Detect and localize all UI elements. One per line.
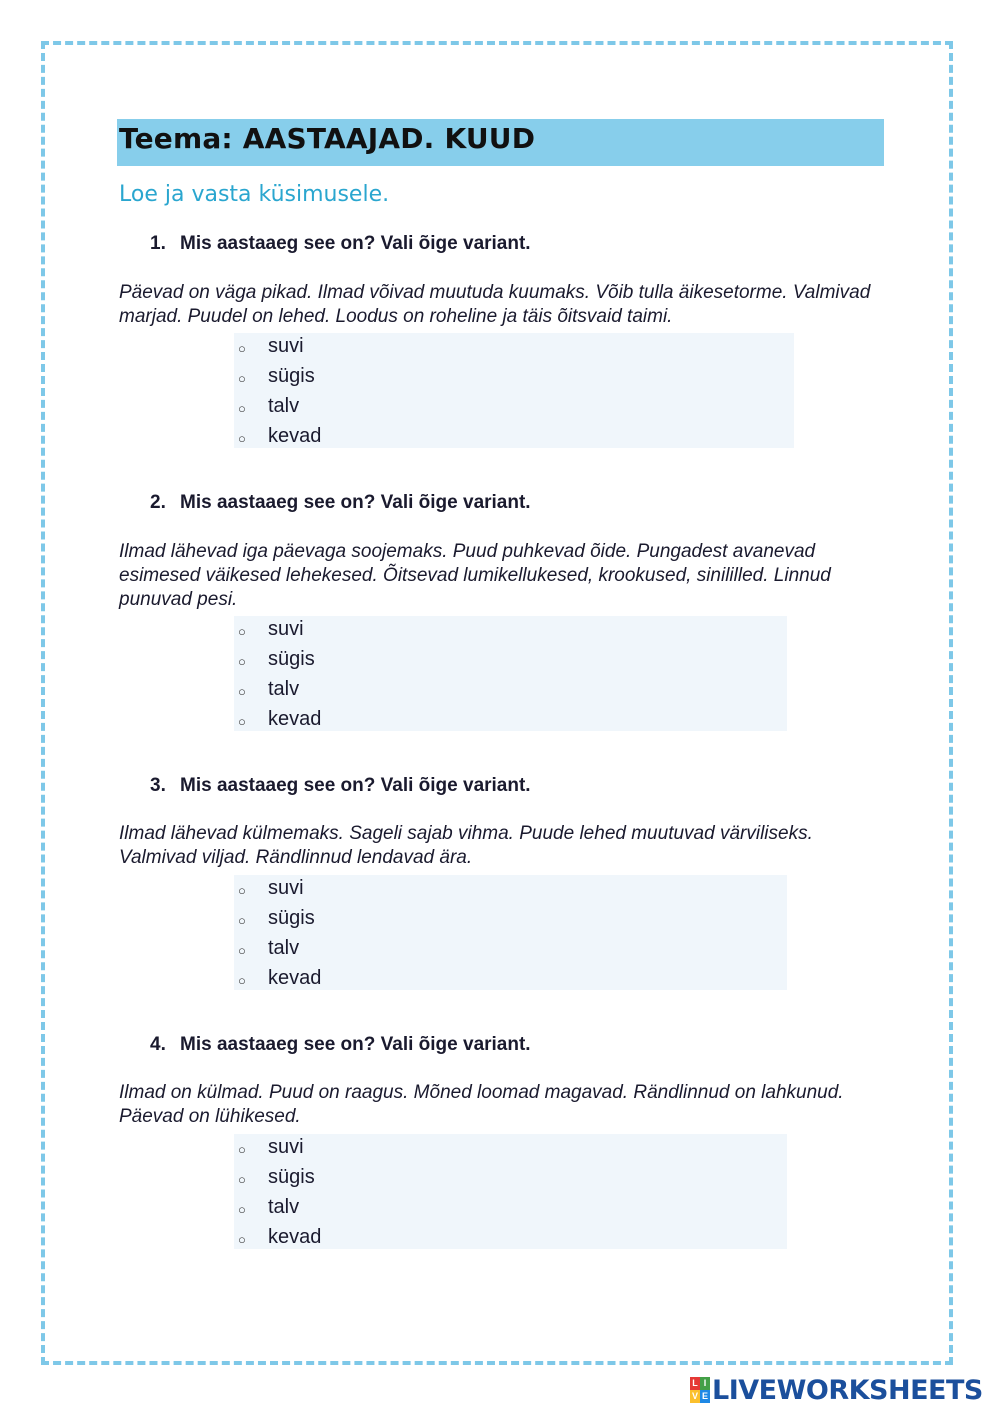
- logo-letter: L: [690, 1377, 700, 1390]
- liveworksheets-logo-icon: [690, 1377, 710, 1403]
- option-label: sügis: [268, 907, 315, 929]
- radio-bullet-icon[interactable]: ○: [238, 1202, 246, 1217]
- question-number: 2.: [150, 492, 166, 513]
- option-label: talv: [268, 1196, 300, 1218]
- option-label: sügis: [268, 1166, 315, 1188]
- question-prompt-text: Mis aastaaeg see on? Vali õige variant.: [180, 233, 531, 254]
- radio-bullet-icon[interactable]: ○: [238, 973, 246, 988]
- option-kevad[interactable]: [234, 967, 787, 997]
- option-label: sügis: [268, 648, 315, 670]
- question-number: 3.: [150, 775, 166, 796]
- option-label: talv: [268, 937, 300, 959]
- logo-letter: E: [701, 1391, 708, 1401]
- option-label: kevad: [268, 967, 322, 989]
- radio-bullet-icon[interactable]: ○: [238, 684, 246, 699]
- question-number: 4.: [150, 1034, 166, 1055]
- radio-bullet-icon[interactable]: ○: [238, 1232, 246, 1247]
- option-label: kevad: [268, 425, 322, 447]
- option-kevad[interactable]: [234, 425, 794, 455]
- option-sugis[interactable]: [234, 907, 787, 937]
- page-title: Teema: AASTAAJAD. KUUD: [119, 122, 536, 155]
- question-passage: Ilmad lähevad iga päevaga soojemaks. Puud puhkevad õide. Pungadest avanevad esimesed väikesed lehekesed. Õitsevad lumikellukesed, krookused, sinililled. Linnud punuvad pesi.: [119, 541, 831, 610]
- radio-bullet-icon[interactable]: ○: [238, 431, 246, 446]
- option-kevad[interactable]: [234, 708, 787, 738]
- option-label: kevad: [268, 1226, 322, 1248]
- radio-bullet-icon[interactable]: ○: [238, 371, 246, 386]
- option-label: talv: [268, 395, 300, 417]
- options-group: [234, 1134, 787, 1249]
- option-suvi[interactable]: [234, 1136, 787, 1166]
- option-talv[interactable]: [234, 937, 787, 967]
- option-suvi[interactable]: [234, 877, 787, 907]
- question-passage: Ilmad lähevad külmemaks. Sageli sajab vihma. Puude lehed muutuvad värviliseks. Valmivad viljad. Rändlinnud lendavad ära.: [119, 823, 813, 868]
- option-talv[interactable]: [234, 395, 794, 425]
- question-passage: Päevad on väga pikad. Ilmad võivad muutuda kuumaks. Võib tulla äikesetorme. Valmivad marjad. Puudel on lehed. Loodus on roheline ja täis õitsvaid taimi.: [119, 282, 871, 327]
- question-prompt: [150, 775, 531, 797]
- radio-bullet-icon[interactable]: ○: [238, 883, 246, 898]
- question-passage: Ilmad on külmad. Puud on raagus. Mõned loomad magavad. Rändlinnud on lahkunud. Päevad on lühikesed.: [119, 1082, 844, 1127]
- radio-bullet-icon[interactable]: ○: [238, 1172, 246, 1187]
- options-group: [234, 875, 787, 990]
- question-prompt: [150, 492, 531, 514]
- radio-bullet-icon[interactable]: ○: [238, 714, 246, 729]
- option-label: suvi: [268, 1136, 304, 1158]
- liveworksheets-logo: [690, 1375, 983, 1405]
- option-label: talv: [268, 678, 300, 700]
- option-talv[interactable]: [234, 678, 787, 708]
- radio-bullet-icon[interactable]: ○: [238, 1142, 246, 1157]
- radio-bullet-icon[interactable]: ○: [238, 943, 246, 958]
- radio-bullet-icon[interactable]: ○: [238, 624, 246, 639]
- option-talv[interactable]: [234, 1196, 787, 1226]
- options-group: [234, 616, 787, 731]
- option-suvi[interactable]: [234, 618, 787, 648]
- radio-bullet-icon[interactable]: ○: [238, 341, 246, 356]
- option-suvi[interactable]: [234, 335, 794, 365]
- radio-bullet-icon[interactable]: ○: [238, 401, 246, 416]
- option-kevad[interactable]: [234, 1226, 787, 1256]
- title-banner: [117, 119, 884, 166]
- question-prompt-text: Mis aastaaeg see on? Vali õige variant.: [180, 1034, 531, 1055]
- radio-bullet-icon[interactable]: ○: [238, 654, 246, 669]
- logo-letter: V: [691, 1391, 698, 1401]
- option-label: sügis: [268, 365, 315, 387]
- option-label: kevad: [268, 708, 322, 730]
- logo-letter: I: [700, 1377, 710, 1390]
- question-prompt-text: Mis aastaaeg see on? Vali õige variant.: [180, 775, 531, 796]
- option-label: suvi: [268, 618, 304, 640]
- question-prompt: [150, 233, 531, 255]
- options-group: [234, 333, 794, 448]
- option-sugis[interactable]: [234, 1166, 787, 1196]
- option-sugis[interactable]: [234, 648, 787, 678]
- option-label: suvi: [268, 335, 304, 357]
- option-label: suvi: [268, 877, 304, 899]
- option-sugis[interactable]: [234, 365, 794, 395]
- radio-bullet-icon[interactable]: ○: [238, 913, 246, 928]
- logo-text: LIVEWORKSHEETS: [712, 1374, 983, 1406]
- question-prompt-text: Mis aastaaeg see on? Vali õige variant.: [180, 492, 531, 513]
- instruction-text: Loe ja vasta küsimusele.: [119, 182, 390, 207]
- question-prompt: [150, 1034, 531, 1056]
- question-number: 1.: [150, 233, 166, 254]
